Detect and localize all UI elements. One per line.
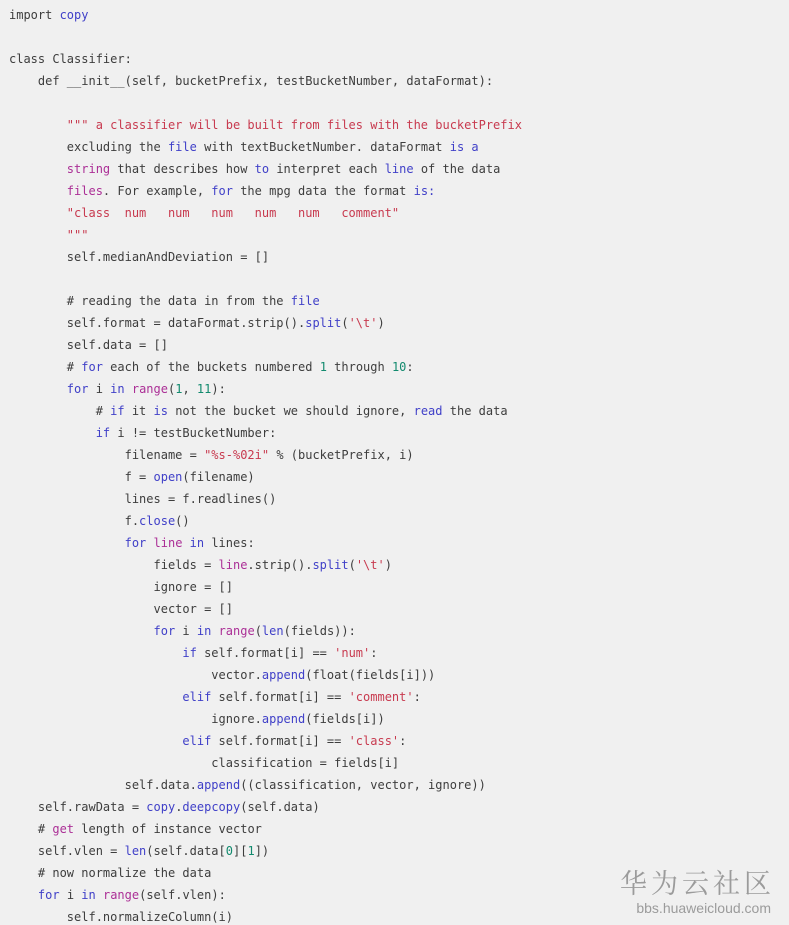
code-token: each of the buckets numbered — [102, 360, 320, 374]
code-line — [9, 620, 789, 642]
code-token: # reading the data in from the — [9, 294, 291, 308]
code-line — [9, 686, 789, 708]
code-token: (self.vlen): — [139, 888, 226, 902]
code-token: f = — [9, 470, 154, 484]
code-token: ((classification, vector, ignore)) — [240, 778, 486, 792]
code-token: read — [413, 404, 443, 418]
code-token: get — [52, 822, 75, 836]
code-line — [9, 598, 789, 620]
code-line — [9, 158, 789, 180]
code-token: close — [139, 514, 176, 528]
code-line — [9, 796, 789, 818]
code-token: % (bucketPrefix, i) — [269, 448, 414, 462]
code-line — [9, 444, 789, 466]
code-token: lines: — [204, 536, 255, 550]
code-token: ): — [211, 382, 226, 396]
code-token: # — [9, 404, 111, 418]
code-token: split — [312, 558, 349, 572]
code-token: self.data. — [9, 778, 197, 792]
code-token: if — [110, 404, 125, 418]
code-line — [9, 774, 789, 796]
code-token: (fields)): — [283, 624, 356, 638]
code-token: filename = — [9, 448, 205, 462]
watermark-title: 华为云社区 — [620, 869, 775, 899]
code-token: string — [66, 162, 111, 176]
code-token: : — [399, 734, 407, 748]
code-line — [9, 246, 789, 268]
code-line — [9, 576, 789, 598]
code-token: line — [384, 162, 414, 176]
code-token: that describes how — [110, 162, 255, 176]
code-token: """ a classifier will be built from files with the bucketPrefix — [9, 118, 522, 132]
code-token: , — [182, 382, 197, 396]
code-token: not the bucket we should ignore, — [167, 404, 414, 418]
code-token: i — [88, 382, 111, 396]
code-token — [9, 888, 38, 902]
code-token: # — [9, 360, 82, 374]
code-token: len — [124, 844, 147, 858]
code-line — [9, 4, 789, 26]
code-token — [9, 162, 67, 176]
code-line — [9, 268, 789, 290]
code-line — [9, 334, 789, 356]
code-line — [9, 840, 789, 862]
code-token: ) — [377, 316, 385, 330]
code-token: in — [81, 888, 96, 902]
code-token: ( — [254, 624, 262, 638]
code-token: length of instance vector — [74, 822, 262, 836]
code-token: "%s-%02i" — [204, 448, 270, 462]
code-token: for — [37, 888, 60, 902]
code-token: file — [290, 294, 320, 308]
code-token: append — [261, 712, 306, 726]
code-token: : — [413, 690, 421, 704]
code-token — [96, 888, 103, 902]
code-token: 11 — [196, 382, 212, 396]
code-token: deepcopy — [182, 800, 241, 814]
code-token: self.format[i] == — [196, 646, 335, 660]
code-line — [9, 510, 789, 532]
code-token: import — [9, 8, 60, 22]
code-token: it — [124, 404, 154, 418]
code-token — [211, 624, 218, 638]
code-token — [9, 624, 154, 638]
code-token: file — [167, 140, 197, 154]
code-token: in — [189, 536, 205, 550]
code-token: . — [175, 800, 183, 814]
code-token: copy — [59, 8, 89, 22]
code-line — [9, 356, 789, 378]
code-token: a — [471, 140, 479, 154]
code-line — [9, 642, 789, 664]
code-token: interpret each — [269, 162, 385, 176]
code-token: len — [261, 624, 284, 638]
code-line — [9, 290, 789, 312]
code-token: : — [406, 360, 414, 374]
code-token: the mpg data the format — [232, 184, 414, 198]
code-token — [9, 646, 182, 660]
code-line — [9, 378, 789, 400]
code-token — [9, 690, 182, 704]
code-token: i — [59, 888, 82, 902]
code-line — [9, 70, 789, 92]
code-token: for — [124, 536, 147, 550]
code-token — [146, 536, 153, 550]
code-line — [9, 400, 789, 422]
code-token: ( — [348, 558, 356, 572]
code-line — [9, 48, 789, 70]
code-token: self.format[i] == — [211, 690, 349, 704]
code-token: elif — [182, 690, 212, 704]
code-token: .strip(). — [247, 558, 313, 572]
code-token: '\t' — [348, 316, 378, 330]
code-line — [9, 224, 789, 246]
code-token: classification = fields[i] — [9, 756, 400, 770]
code-token: self.rawData = — [9, 800, 147, 814]
code-line — [9, 422, 789, 444]
code-token: ) — [384, 558, 392, 572]
code-token: 10 — [391, 360, 407, 374]
code-line — [9, 92, 789, 114]
code-token: (self.data[ — [146, 844, 226, 858]
code-token: is — [449, 140, 465, 154]
code-token: in — [196, 624, 212, 638]
code-token: '\t' — [355, 558, 385, 572]
code-token: self.format[i] == — [211, 734, 349, 748]
code-token: the data — [442, 404, 508, 418]
code-token: """ — [9, 228, 89, 242]
code-token: . For example, — [102, 184, 212, 198]
code-token: for — [81, 360, 103, 374]
code-token: of the data — [413, 162, 501, 176]
code-token: is: — [413, 184, 436, 198]
code-token: # now normalize the data — [9, 866, 212, 880]
code-token: (filename) — [182, 470, 255, 484]
code-token: # — [9, 822, 53, 836]
code-token — [9, 426, 96, 440]
code-line — [9, 708, 789, 730]
code-token: 'class' — [348, 734, 400, 748]
code-token: ignore. — [9, 712, 262, 726]
code-token: f. — [9, 514, 140, 528]
code-token: vector. — [9, 668, 262, 682]
code-line — [9, 114, 789, 136]
code-token: self.medianAndDeviation = [] — [9, 250, 270, 264]
code-token: append — [261, 668, 306, 682]
code-token: self.normalizeColumn(i) — [9, 910, 233, 924]
code-token: if — [95, 426, 111, 440]
code-token: : — [370, 646, 378, 660]
code-line — [9, 136, 789, 158]
code-token — [9, 382, 67, 396]
code-token: to — [254, 162, 270, 176]
code-token: lines = f.readlines() — [9, 492, 277, 506]
code-token: for — [153, 624, 176, 638]
code-token — [182, 536, 189, 550]
code-token: for — [66, 382, 89, 396]
code-token: line — [218, 558, 248, 572]
code-token: range — [218, 624, 255, 638]
code-token: "class num num num num num comment" — [9, 206, 400, 220]
code-token: range — [131, 382, 168, 396]
code-token: ( — [167, 382, 176, 396]
code-token: i != testBucketNumber: — [110, 426, 277, 440]
code-token: in — [110, 382, 125, 396]
code-token: line — [153, 536, 183, 550]
code-token: self.data = [] — [9, 338, 168, 352]
code-token: if — [182, 646, 197, 660]
code-token: elif — [182, 734, 212, 748]
code-token: 'num' — [334, 646, 371, 660]
code-token: vector = [] — [9, 602, 233, 616]
code-line — [9, 752, 789, 774]
code-token: files — [66, 184, 103, 198]
code-line — [9, 532, 789, 554]
code-line — [9, 730, 789, 752]
code-token: () — [175, 514, 190, 528]
code-token: ( — [341, 316, 349, 330]
code-line — [9, 488, 789, 510]
watermark — [620, 869, 775, 917]
code-line — [9, 554, 789, 576]
code-token: through — [326, 360, 392, 374]
code-token: ignore = [] — [9, 580, 233, 594]
code-token: (float(fields[i])) — [305, 668, 436, 682]
code-token — [9, 734, 182, 748]
code-token: 1 — [175, 382, 183, 396]
code-line — [9, 466, 789, 488]
code-token: class Classifier: — [9, 52, 132, 66]
code-token — [9, 184, 67, 198]
code-token: 1 — [247, 844, 255, 858]
code-line — [9, 180, 789, 202]
code-token: with textBucketNumber. dataFormat — [196, 140, 450, 154]
code-token: for — [211, 184, 233, 198]
code-line — [9, 202, 789, 224]
code-line — [9, 312, 789, 334]
code-token: range — [102, 888, 140, 902]
code-line — [9, 664, 789, 686]
watermark-subtitle: bbs.huaweicloud.com — [636, 900, 771, 916]
code-token: split — [305, 316, 342, 330]
code-token: def __init__(self, bucketPrefix, testBucketNumber, dataFormat): — [9, 74, 494, 88]
code-token — [125, 382, 132, 396]
code-token: open — [153, 470, 183, 484]
code-token: 0 — [225, 844, 233, 858]
code-line — [9, 26, 789, 48]
code-token: self.format = dataFormat.strip(). — [9, 316, 306, 330]
code-token: (fields[i]) — [305, 712, 385, 726]
code-token: self.vlen = — [9, 844, 125, 858]
code-token: (self.data) — [240, 800, 320, 814]
code-token: i — [175, 624, 197, 638]
code-token: 'comment' — [348, 690, 414, 704]
code-token: copy — [146, 800, 176, 814]
code-token — [9, 536, 125, 550]
code-token: excluding the — [9, 140, 168, 154]
code-token: append — [196, 778, 241, 792]
code-token: is — [153, 404, 168, 418]
code-token: 1 — [319, 360, 327, 374]
code-line — [9, 818, 789, 840]
code-token: ]) — [254, 844, 270, 858]
code-token: ][ — [233, 844, 248, 858]
code-token: fields = — [9, 558, 219, 572]
